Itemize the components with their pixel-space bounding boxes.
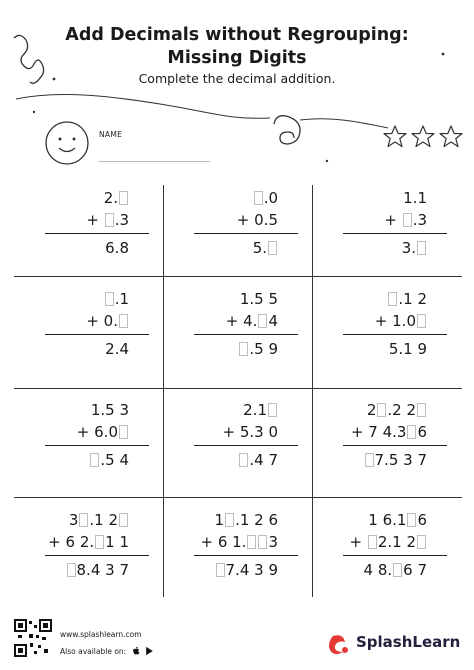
digit-text: 5. — [252, 239, 267, 257]
addend-top — [253, 189, 278, 207]
sum-result — [253, 239, 278, 257]
digit-text: 2 — [366, 401, 377, 419]
missing-digit-box[interactable] — [393, 563, 402, 577]
addend-bottom — [384, 211, 427, 229]
digit-text: .1 2 6 — [235, 511, 278, 529]
digit-text: + 6 2. — [48, 533, 95, 551]
digit-text: .5 4 — [100, 451, 129, 469]
star-icon — [440, 126, 462, 147]
sum-result — [215, 561, 278, 579]
digit-text: 4 — [268, 312, 278, 330]
sum-result — [105, 239, 129, 257]
digit-text: 1 6.1 — [368, 511, 407, 529]
addend-bottom — [86, 211, 129, 229]
sum-line — [45, 445, 149, 446]
dot-decoration — [33, 111, 35, 113]
missing-digit-box[interactable] — [247, 535, 256, 549]
missing-digit-box[interactable] — [105, 213, 114, 227]
missing-digit-box[interactable] — [365, 453, 374, 467]
addend-bottom — [237, 211, 278, 229]
addend-bottom — [77, 423, 129, 441]
addend-top — [104, 189, 129, 207]
page-title-line-2: Missing Digits — [167, 48, 307, 68]
digit-text: 2. — [103, 189, 118, 207]
problem-cell — [312, 389, 461, 495]
sum-line — [45, 555, 149, 556]
addend-bottom — [86, 312, 129, 330]
missing-digit-box[interactable] — [417, 314, 426, 328]
missing-digit-box[interactable] — [239, 342, 248, 356]
sum-result — [364, 561, 427, 579]
addend-top — [403, 189, 427, 207]
addend-bottom — [375, 312, 427, 330]
digit-text: .1 2 — [89, 511, 118, 529]
website-url[interactable]: www.splashlearn.com — [60, 630, 142, 639]
digit-text: 1.5 3 — [90, 401, 129, 419]
digit-text: .5 9 — [249, 340, 278, 358]
missing-digit-box[interactable] — [216, 563, 225, 577]
missing-digit-box[interactable] — [225, 513, 234, 527]
sum-line — [194, 555, 298, 556]
addend-top — [387, 290, 427, 308]
sum-result — [402, 239, 427, 257]
digit-text: 1 1 — [105, 533, 129, 551]
sum-line — [343, 233, 447, 234]
problem-cell — [312, 499, 461, 605]
digit-text: 6 7 — [403, 561, 427, 579]
missing-digit-box[interactable] — [368, 535, 377, 549]
sum-result — [364, 451, 427, 469]
addend-top — [368, 511, 427, 529]
swirl-decoration — [274, 116, 300, 144]
addend-top — [367, 401, 427, 419]
digit-text: .4 7 — [249, 451, 278, 469]
sum-result — [389, 340, 427, 358]
digit-text: 1 — [214, 511, 225, 529]
missing-digit-box[interactable] — [239, 453, 248, 467]
missing-digit-box[interactable] — [407, 513, 416, 527]
available-on-label — [60, 646, 154, 656]
problem-cell — [14, 499, 163, 605]
digit-text: .2 2 — [387, 401, 416, 419]
digit-text: 6 — [417, 423, 427, 441]
digit-text: 2.4 — [105, 340, 129, 358]
problem-cell — [14, 389, 163, 495]
digit-text: + 6.0 — [76, 423, 118, 441]
missing-digit-box[interactable] — [268, 241, 277, 255]
digit-text: 6 — [417, 511, 427, 529]
dot-decoration — [326, 160, 328, 162]
missing-digit-box[interactable] — [268, 403, 277, 417]
digit-text: + 1.0 — [374, 312, 416, 330]
problem-cell — [14, 177, 163, 283]
addend-bottom — [226, 312, 278, 330]
addend-top — [69, 511, 129, 529]
digit-text: + 6 1. — [200, 533, 247, 551]
digit-text: 4 8. — [363, 561, 393, 579]
problem-cell — [163, 177, 312, 283]
problem-cell — [163, 499, 312, 605]
missing-digit-box[interactable] — [119, 425, 128, 439]
missing-digit-box[interactable] — [254, 191, 263, 205]
digit-text: .3 — [114, 211, 129, 229]
sum-result — [89, 451, 129, 469]
digit-text: + — [384, 211, 402, 229]
digit-text: 7.5 3 7 — [374, 451, 427, 469]
sum-line — [194, 445, 298, 446]
digit-text: + — [349, 533, 367, 551]
star-icon — [412, 126, 434, 147]
sum-line — [45, 334, 149, 335]
apple-icon[interactable] — [132, 646, 141, 656]
missing-digit-box[interactable] — [67, 563, 76, 577]
sum-result — [238, 340, 278, 358]
sum-result — [238, 451, 278, 469]
brand-name: SplashLearn — [356, 633, 461, 651]
missing-digit-box[interactable] — [388, 292, 397, 306]
star-icon — [384, 126, 406, 147]
sum-line — [343, 555, 447, 556]
digit-text: 2.1 2 — [377, 533, 416, 551]
problem-cell — [312, 278, 461, 384]
missing-digit-box[interactable] — [95, 535, 104, 549]
problem-cell — [312, 177, 461, 283]
name-label: NAME — [99, 130, 123, 139]
digit-text: 1.1 — [403, 189, 427, 207]
splashlearn-logo-icon — [325, 630, 353, 658]
addend-top — [104, 290, 129, 308]
digit-text: 6.8 — [105, 239, 129, 257]
digit-text: 1.5 5 — [239, 290, 278, 308]
addend-top — [215, 511, 278, 529]
digit-text: + 0. — [86, 312, 118, 330]
digit-text: + 7 4.3 — [350, 423, 407, 441]
name-field-line[interactable] — [98, 161, 210, 162]
missing-digit-box[interactable] — [258, 314, 267, 328]
grid-divider-horizontal — [14, 497, 462, 498]
addend-bottom — [222, 423, 278, 441]
digit-text: + 5.3 0 — [222, 423, 278, 441]
problem-cell — [14, 278, 163, 384]
missing-digit-box[interactable] — [105, 292, 114, 306]
sum-line — [343, 334, 447, 335]
problem-cell — [163, 278, 312, 384]
digit-text: .1 2 — [398, 290, 427, 308]
missing-digit-box[interactable] — [417, 535, 426, 549]
wave-line-decoration — [16, 95, 270, 119]
sum-line — [343, 445, 447, 446]
addend-bottom — [349, 533, 427, 551]
digit-text: .0 — [263, 189, 278, 207]
page-title-line-1: Add Decimals without Regrouping: — [65, 25, 409, 45]
digit-text: 5.1 9 — [388, 340, 427, 358]
sum-result — [66, 561, 129, 579]
digit-text: + — [86, 211, 104, 229]
addend-top — [91, 401, 129, 419]
problem-grid — [14, 177, 462, 603]
missing-digit-box[interactable] — [407, 425, 416, 439]
play-store-icon[interactable] — [145, 646, 154, 656]
missing-digit-box[interactable] — [417, 403, 426, 417]
missing-digit-box[interactable] — [258, 535, 267, 549]
addend-bottom — [48, 533, 129, 551]
missing-digit-box[interactable] — [403, 213, 412, 227]
digit-text: .3 — [412, 211, 427, 229]
missing-digit-box[interactable] — [79, 513, 88, 527]
missing-digit-box[interactable] — [90, 453, 99, 467]
addend-bottom — [200, 533, 278, 551]
missing-digit-box[interactable] — [119, 314, 128, 328]
sum-line — [194, 233, 298, 234]
missing-digit-box[interactable] — [377, 403, 386, 417]
missing-digit-box[interactable] — [417, 241, 426, 255]
smiley-icon — [46, 122, 88, 164]
missing-digit-box[interactable] — [119, 191, 128, 205]
sum-line — [194, 334, 298, 335]
digit-text: 3. — [401, 239, 416, 257]
wave-line-decoration — [300, 119, 388, 128]
digit-text: 2.1 — [243, 401, 267, 419]
digit-text: + 0.5 — [236, 211, 278, 229]
addend-bottom — [351, 423, 427, 441]
digit-text: 7.4 3 9 — [225, 561, 278, 579]
digit-text: 3 — [268, 533, 278, 551]
qr-code — [14, 619, 52, 657]
digit-text: + 4. — [225, 312, 258, 330]
addend-top — [240, 290, 278, 308]
digit-text: 8.4 3 7 — [76, 561, 129, 579]
sum-result — [105, 340, 129, 358]
digit-text: 3 — [68, 511, 79, 529]
digit-text: .1 — [114, 290, 129, 308]
page-subtitle: Complete the decimal addition. — [138, 71, 336, 86]
addend-top — [243, 401, 278, 419]
available-on-text: Also available on: — [60, 647, 127, 656]
problem-cell — [163, 389, 312, 495]
sum-line — [45, 233, 149, 234]
missing-digit-box[interactable] — [119, 513, 128, 527]
